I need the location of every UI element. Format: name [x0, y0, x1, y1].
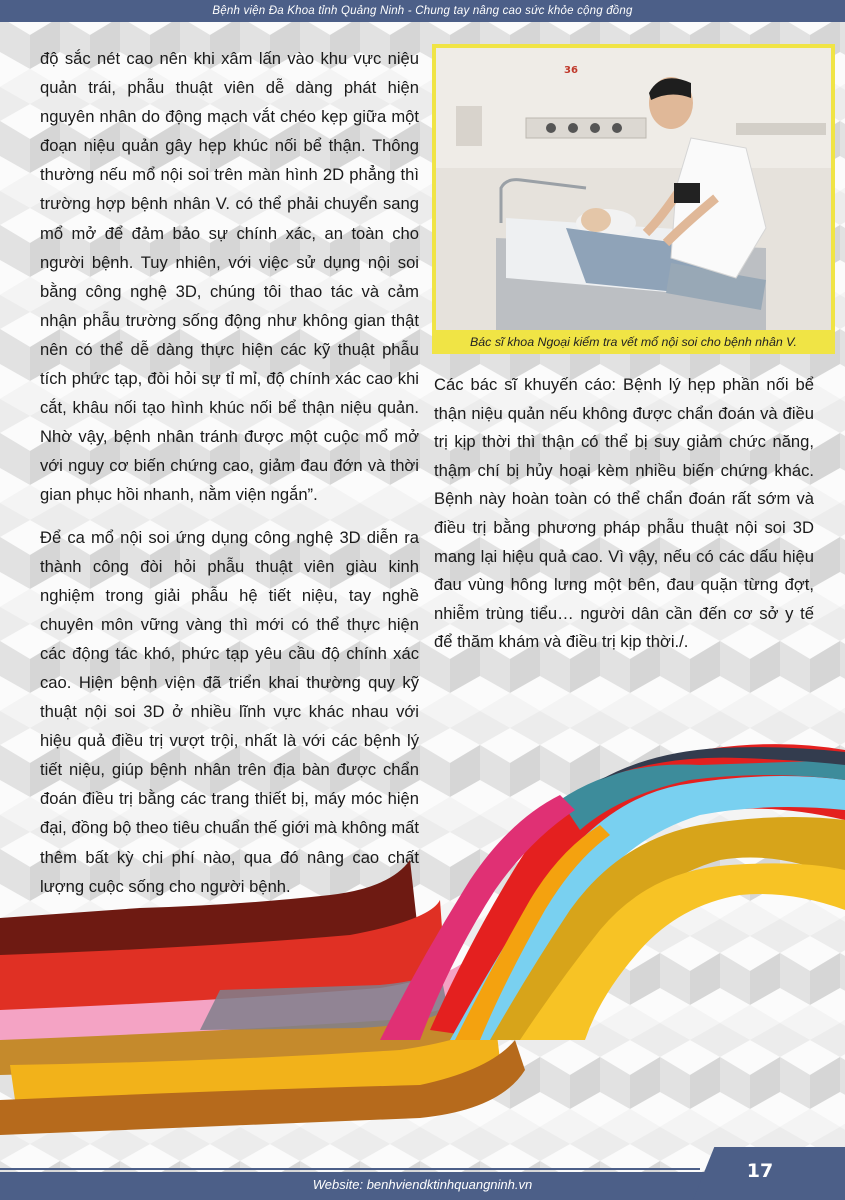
footer-website: Website: benhviendktinhquangninh.vn	[312, 1177, 533, 1192]
header-tagline: Bệnh viện Đa Khoa tỉnh Quảng Ninh - Chung tay nâng cao sức khỏe cộng đồng	[212, 5, 633, 17]
article-paragraph: Để ca mổ nội soi ứng dụng công nghệ 3D diễn ra thành công đòi hỏi phẫu thuật viên giàu kinh nghiệm trong giải phẫu hệ tiết niệu, tay nghề chuyên môn vững vàng thì mới có thể thực hiện các động tác khó, phức tạp yêu cầu độ chính xác cao. Hiện bệnh viện đã triển khai thường quy kỹ thuật nội soi 3D ở nhiều lĩnh vực khác nhau với hiệu quả điều trị vượt trội, nhất là với các bệnh lý tiết niệu, giúp bệnh nhân trên địa bàn được chẩn đoán điều trị bằng các trang thiết bị, máy móc hiện đại, đồng bộ theo tiêu chuẩn thế giới mà không mất thêm bất kỳ chi phí nào, qua đó nâng cao chất lượng cuộc sống cho người bệnh.	[40, 527, 419, 896]
article-photo	[432, 44, 835, 334]
page-number: 17	[746, 1160, 774, 1182]
article-paragraph: Các bác sĩ khuyến cáo: Bệnh lý hẹp phần nối bể thận niệu quản nếu không được chẩn đoán và điều trị kịp thời thì thận có thể bị suy giảm chức năng, thậm chí bị hủy hoại kèm nhiều biến chứng khác. Bệnh này hoàn toàn có thể chẩn đoán rất sớm và điều trị bằng phương pháp phẫu thuật nội soi 3D mang lại hiệu quả cao. Vì vậy, nếu có các dấu hiệu đau vùng hông lưng một bên, đau quặn từng đợt, nhiễm trùng tiểu… người dân cần đến cơ sở y tế để thăm khám và điều trị kịp thời./.	[434, 375, 814, 652]
article-paragraph: độ sắc nét cao nên khi xâm lấn vào khu vực niệu quản trái, phẫu thuật viên dễ dàng phát hiện nguyên nhân do động mạch vắt chéo kẹp giữa một đoạn niệu quản gây hẹp khúc nối bể thận. Thông thường nếu mổ nội soi trên màn hình 2D phẳng thì trường hợp bệnh nhân V. có thể phải chuyển sang mổ mở để đảm bảo sự chính xác, an toàn cho người bệnh. Tuy nhiên, với việc sử dụng nội soi bằng công nghệ 3D, chúng tôi thao tác và cảm nhận phẫu trường sống động như không gian thật nên có thể dễ dàng thực hiện các kỹ thuật phẫu tích phức tạp, đòi hỏi sự tỉ mỉ, độ chính xác cao khi cắt, khâu nối tạo hình khúc nối bể thận niệu quản. Nhờ vậy, bệnh nhân tránh được một cuộc mổ mở với nguy cơ biến chứng cao, giảm đau đớn và thời gian phục hồi nhanh, nằm viện ngắn”.	[40, 49, 419, 505]
decorative-ribbons	[0, 740, 845, 1160]
article-right-column	[434, 371, 814, 670]
room-number: 36	[564, 65, 578, 76]
photo-caption: Bác sĩ khoa Ngoại kiểm tra vết mổ nội soi cho bệnh nhân V.	[432, 330, 835, 354]
header-bar	[0, 0, 845, 22]
footer-divider	[0, 1168, 700, 1170]
doctor-examining-patient-image	[436, 48, 831, 330]
